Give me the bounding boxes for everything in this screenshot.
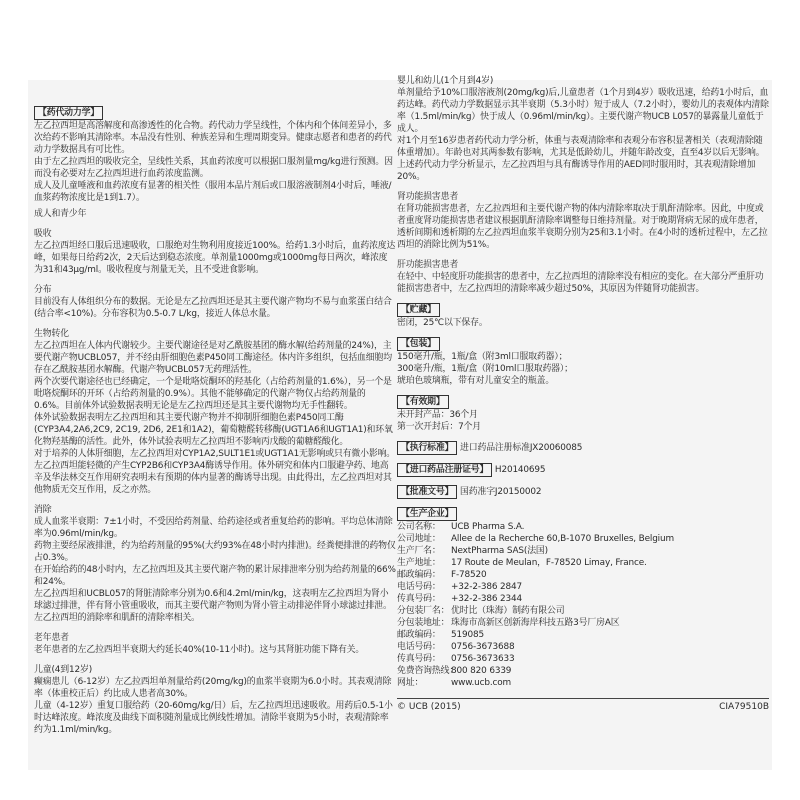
validity-title: 【有效期】 [397,395,449,409]
pk-intro-3: 成人及儿童唾液和血药浓度有显著的相关性（服用本品片剂后或口服溶液制剂4小时后，唾液/血浆药物浓度比是1到1.7）。 [34,181,392,203]
manufacturer-row [397,629,769,641]
biotransformation-text-3: 体外试验数据表明左乙拉西坦和其主要代谢产物并不抑制肝细胞色素P450同工酶(CYP3A4,2A6,2C9, 2C19, 2D6, 2E1和1A2)，葡萄糖醛转移酶(UGT1A6和UGT1A1)和环氧化物羟基酶的活性。此外，体外试验表明左乙拉西坦不影响丙戊酸的葡糖醛酸化。 [34,413,393,447]
package-line-2: 300毫升/瓶，1瓶/盒（附10ml口服取药器）； [397,364,573,374]
manufacturer-row [397,569,769,581]
elimination-text-1: 成人血浆半衰期：7±1小时，不受因给药剂量、给药途径或者重复给药的影响。平均总体清除率为0.96ml/min/kg。 [34,517,393,539]
biotransformation-title: 生物转化 [34,329,69,339]
elderly-text: 老年患者的左乙拉西坦半衰期大约延长40%(10-11小时)。这与其肾脏功能下降有关。 [34,645,365,655]
elimination-text-3: 在开始给药的48小时内，左乙拉西坦及其主要代谢产物的累计尿排泄率分别为给药剂量的66%和24%。 [34,565,396,587]
renal-text: 在肾功能损害患者，左乙拉西坦和主要代谢产物的体内清除率取决于肌酐清除率。因此，中度或者重度肾功能损害患者建议根据肌酐清除率调整每日维持剂量。对于晚期肾病无尿的成年患者，透析间期和透析期的左乙拉西坦血浆半衰期分别为25和3.1小时。在4小时的透析过程中，左乙拉西坦的消除比例为51%。 [397,204,768,250]
row-key: 电话号码： [397,582,441,592]
row-key: 传真号码： [397,594,441,604]
children-text-1: 癫痫患儿（6-12岁）左乙拉西坦单剂量给药(20mg/kg)的血浆半衰期为6.0小时。其表观清除率（体重校正后）约比成人患者高30%。 [34,677,392,699]
infant-text-2: 对1个月至16岁患者药代动力学分析，体重与表观清除率和表观分布容积显著相关（表观清除随体重增加）。年龄也对其两参数有影响，尤其是低龄幼儿，并随年龄改变，直至4岁以后无影响。 [397,136,765,158]
absorption-text: 左乙拉西坦经口服后迅速吸收，口服绝对生物利用度接近100%。给药1.3小时后，血药浓度达峰，如果每日给药2次，2天后达到稳态浓度。单剂量1000mg或1000mg每日两次，峰浓度为31和43μg/ml。吸收程度与剂量无关，且不受进食影响。 [34,241,396,275]
package-line-3: 琥珀色玻璃瓶，带有对儿童安全的瓶盖。 [397,376,555,386]
package-title: 【包装】 [397,337,440,351]
hepatic-text: 在轻中、中轻度肝功能损害的患者中，左乙拉西坦的清除率没有相应的变化。在大部分严重肝功能损害患者中，左乙拉西坦的清除率减少超过50%，其原因为伴随肾功能损害。 [397,272,764,294]
row-value: F-78520 [451,570,487,580]
biotransformation-text-4: 对于培养的人体肝细胞，左乙拉西坦对CYP1A2,SULT1E1或UGT1A1无影响或只有微小影响。左乙拉西坦能轻微的产生CYP2B6和CYP3A4酶诱导作用。体外研究和体内口服避孕药、地高辛及华法林交互作用研究表明未有预期的体内显著的酶诱导出现。由此得出，左乙拉西坦对其他物质无交互作用，反之亦然。 [34,449,396,495]
copyright-text: © UCB (2015) [397,702,461,712]
row-key: 网址： [397,678,424,688]
infant-text-3: 上述药代动力学分析显示，左乙拉西坦与具有酶诱导作用的AED同时服用时，其表观清除增加20%。 [397,160,756,182]
standard-title: 【执行标准】 [397,441,457,455]
leaflet-sheet [28,76,772,770]
row-value: 800 820 6339 [451,666,512,676]
validity-line-1: 未开封产品：36个月 [397,410,478,420]
children-title: 儿童(4到12岁) [34,665,93,675]
row-value: 珠海市高新区创新海岸科技五路3号厂房A区 [451,618,620,628]
manufacturer-row [397,677,769,689]
approval-title: 【批准文号】 [397,485,457,499]
elimination-text-4: 左乙拉西坦和UCBL057的肾脏清除率分别为0.6和4.2ml/min/kg，这表明左乙拉西坦为肾小球滤过排泄，伴有肾小管重吸收，而其主要代谢产物则为肾小管主动排泌伴肾小球滤过排泄。左乙拉西坦的消除率和肌酐的清除率相关。 [34,589,392,623]
manufacturer-row [397,641,769,653]
row-key: 邮政编码： [397,630,441,640]
manufacturer-row [397,605,769,617]
row-value: +32-2-386 2847 [451,582,523,592]
manufacturer-list [397,521,769,689]
pk-title: 【药代动力学】 [34,106,103,120]
renal-title: 肾功能损害患者 [397,192,459,202]
row-key: 公司名称： [397,522,441,532]
left-column [34,106,396,736]
distribution-text: 目前没有人体组织分布的数据。无论是左乙拉西坦还是其主要代谢产物均不易与血浆蛋白结合(结合率<10%)。分布容积为0.5-0.7 L/kg，接近人体总水量。 [34,297,392,319]
adult-title: 成人和青少年 [34,209,87,219]
manufacturer-row [397,581,769,593]
elderly-title: 老年患者 [34,633,69,643]
row-value: +32-2-386 2344 [451,594,523,604]
pk-intro-2: 由于左乙拉西坦的吸收完全，呈线性关系，其血药浓度可以根据口服剂量mg/kg进行预测。因而没有必要对左乙拉西坦进行血药浓度监测。 [34,157,393,179]
row-key: 电话号码： [397,642,441,652]
row-key: 传真号码： [397,654,441,664]
right-column [397,75,769,689]
standard-text: 进口药品注册标准JX20060085 [460,443,583,453]
absorption-title: 吸收 [34,229,52,239]
package-line-1: 150毫升/瓶，1瓶/盒（附3ml口服取药器）； [397,352,568,362]
manufacturer-row [397,593,769,605]
manufacturer-row [397,521,769,533]
row-value: 优时比（珠海）制药有限公司 [451,606,565,616]
children-text-2: 儿童（4-12岁）重复口服给药（20-60mg/kg/日）后，左乙拉西坦迅速吸收。用药后0.5-1小时达峰浓度。峰浓度及曲线下面积随剂量成比例线性增加。清除半衰期为5小时，表观清除率约为1.1ml/min/kg。 [34,701,393,735]
row-key: 邮政编码： [397,570,441,580]
manufacturer-row [397,545,769,557]
storage-text: 密闭，25℃以下保存。 [397,318,488,328]
document-code: CIA79510B [719,702,769,712]
row-key: 生产地址： [397,558,441,568]
row-value: 0756-3673688 [451,642,515,652]
pk-intro-1: 左乙拉西坦是高溶解度和高渗透性的化合物。药代动力学呈线性，个体内和个体间差异小，多次给药不影响其清除率。本品没有性别、种族差异和生理周期变异。健康志愿者和患者的药代动力学数据具有可比性。 [34,121,392,155]
elimination-text-2: 药物主要经尿液排泄，约为给药剂量的95%(大约93%在48小时内排泄)。经粪便排泄的药物仅占0.3%。 [34,541,396,563]
manufacturer-title: 【生产企业】 [397,507,457,521]
infant-title: 婴儿和幼儿(1个月到4岁) [397,76,494,86]
row-value: 519085 [451,630,484,640]
row-value: Allee de la Recherche 60,B-1070 Bruxelles, Belgium [451,534,674,544]
row-key: 免费咨询热线： [397,666,459,676]
row-value: UCB Pharma S.A. [451,522,525,532]
manufacturer-row [397,653,769,665]
approval-text: 国药准字J20150002 [460,487,542,497]
row-key: 分包装厂名： [397,606,450,616]
row-key: 分包装地址： [397,618,450,628]
manufacturer-row [397,533,769,545]
row-value: 17 Route de Meulan，F-78520 Limay, France. [451,558,647,568]
validity-line-2: 第一次开封后：7个月 [397,422,482,432]
row-value: www.ucb.com [451,678,512,688]
row-key: 生产厂名： [397,546,441,556]
import-text: H20140695 [494,465,546,475]
biotransformation-text-1: 左乙拉西坦在人体内代谢较少。主要代谢途径是对乙酰胺基团的酶水解(给药剂量的24%)，主要代谢产物UCBL057，并不经由肝细胞色素P450同工酶途径。体内许多组织，包括血细胞均存在乙酰胺基团水解酶。代谢产物UCBL057无药理活性。 [34,341,392,375]
row-value: NextPharma SAS(法国) [451,546,548,556]
biotransformation-text-2: 两个次要代谢途径也已经确定，一个是吡咯烷酮环的羟基化（占给药剂量的1.6%），另一个是吡咯烷酮环的开环（占给药剂量的0.9%）。其他不能够确定的代谢产物仅占给药剂量的0.6%。目前体外试验数据表明无论是左乙拉西坦还是其主要代谢物均无手性翻转。 [34,377,392,411]
import-title: 【进口药品注册证号】 [397,463,492,477]
hepatic-title: 肝功能损害患者 [397,260,459,270]
infant-text-1: 单剂量给予10%口服溶液剂(20mg/kg)后,儿童患者（1个月到4岁）吸收迅速，给药1小时后，血药达峰。药代动力学数据显示其半衰期（5.3小时）短于成人（7.2小时），婴幼儿的表观体内清除率（1.5ml/min/kg）快于成人（0.96ml/min/kg）。主要代谢产物UCB L057的暴露量儿童低于成人。 [397,88,769,134]
manufacturer-row [397,665,769,677]
manufacturer-row [397,557,769,569]
storage-title: 【贮藏】 [397,303,440,317]
leaflet-footer [397,698,769,712]
distribution-title: 分布 [34,285,52,295]
elimination-title: 消除 [34,505,52,515]
row-key: 公司地址： [397,534,441,544]
row-value: 0756-3673633 [451,654,515,664]
manufacturer-row [397,617,769,629]
